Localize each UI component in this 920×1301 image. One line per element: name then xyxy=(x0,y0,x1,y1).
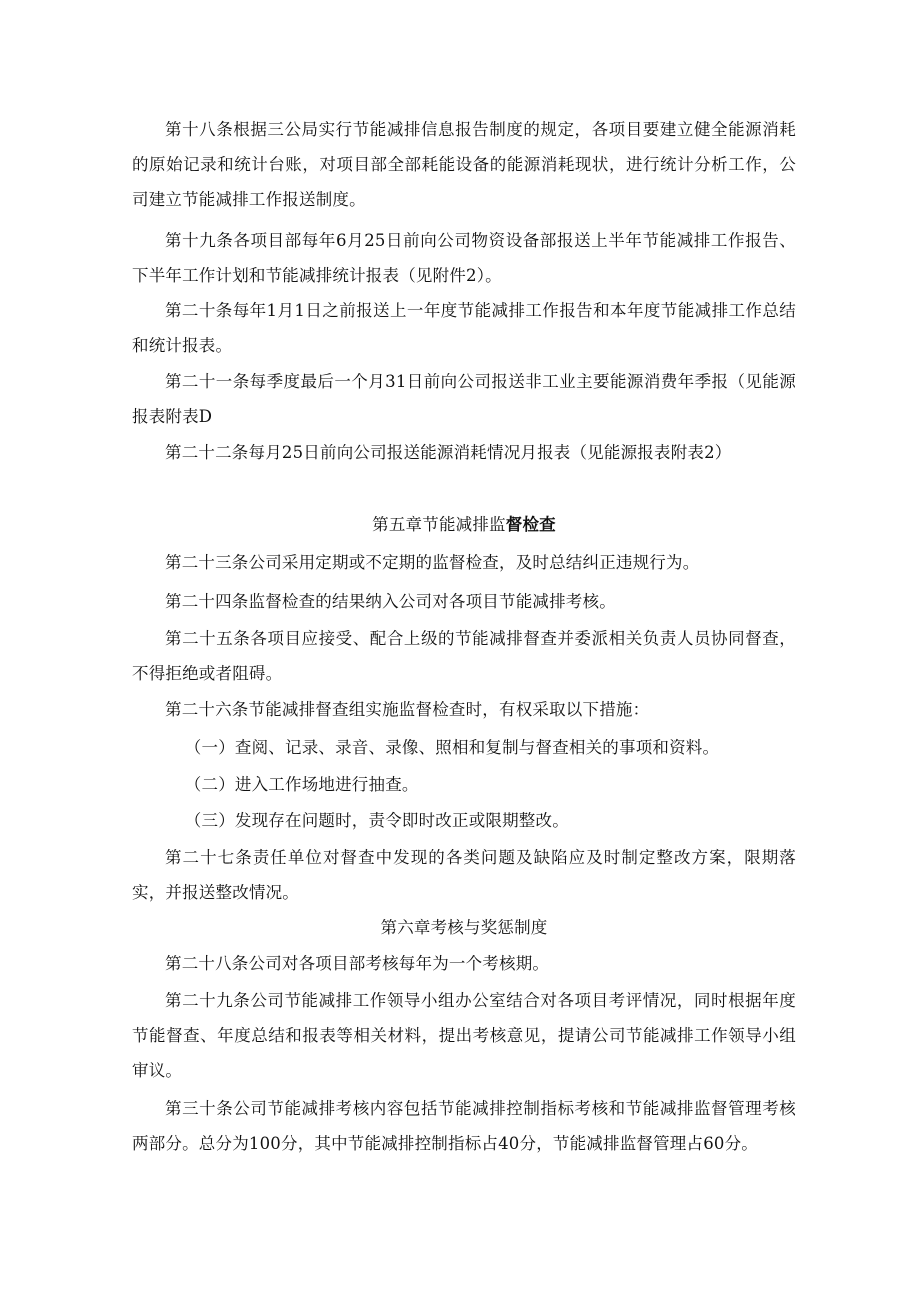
article-24: 第二十四条监督检查的结果纳入公司对各项目节能减排考核。 xyxy=(165,592,616,611)
article-30: 第三十条公司节能减排考核内容包括节能减排控制指标考核和节能减排监督管理考核两部分。总分为100分，其中节能减排控制指标占40分，节能减排监督管理占60分。 xyxy=(132,1099,796,1153)
article-29: 第二十九条公司节能减排工作领导小组办公室结合对各项目考评情况，同时根据年度节能督查、年度总结和报表等相关材料，提出考核意见，提请公司节能减排工作领导小组审议。 xyxy=(132,991,796,1080)
article-26: 第二十六条节能减排督查组实施监督检查时，有权采取以下措施： xyxy=(165,700,650,719)
article-28: 第二十八条公司对各项目部考核每年为一个考核期。 xyxy=(165,954,550,973)
measure-item-1: （一）查阅、记录、录音、录像、照相和复制与督查相关的事项和资料。 xyxy=(184,738,720,757)
measure-item-2: （二）进入工作场地进行抽查。 xyxy=(184,775,419,794)
article-27: 第二十七条责任单位对督查中发现的各类问题及缺陷应及时制定整改方案，限期落实，并报送整改情况。 xyxy=(132,848,796,902)
article-21: 第二十一条每季度最后一个月31日前向公司报送非工业主要能源消费年季报（见能源报表附表D xyxy=(132,372,796,426)
article-20: 第二十条每年1月1日之前报送上一年度节能减排工作报告和本年度节能减排工作总结和统计报表。 xyxy=(132,301,796,355)
chapter-5-heading-bold: 督检查 xyxy=(505,515,556,534)
article-25: 第二十五条各项目应接受、配合上级的节能减排督查并委派相关负责人员协同督查，不得拒绝或者阻碍。 xyxy=(132,629,796,683)
article-22: 第二十二条每月25日前向公司报送能源消耗情况月报表（见能源报表附表2） xyxy=(165,443,732,462)
chapter-5-heading-normal: 第五章节能减排监 xyxy=(372,515,506,534)
article-19: 第十九条各项目部每年6月25日前向公司物资设备部报送上半年节能减排工作报告、下半年工作计划和节能减排统计报表（见附件2）。 xyxy=(132,231,796,285)
measure-item-3: （三）发现存在问题时，责令即时改正或限期整改。 xyxy=(184,811,569,830)
chapter-5-heading xyxy=(132,507,796,542)
article-23: 第二十三条公司采用定期或不定期的监督检查，及时总结纠正违规行为。 xyxy=(165,553,700,572)
article-18: 第十八条根据三公局实行节能减排信息报告制度的规定，各项目要建立健全能源消耗的原始记录和统计台账，对项目部全部耗能设备的能源消耗现状，进行统计分析工作，公司建立节能减排工作报送制度。 xyxy=(132,120,796,209)
chapter-6-heading: 第六章考核与奖惩制度 xyxy=(380,918,548,937)
